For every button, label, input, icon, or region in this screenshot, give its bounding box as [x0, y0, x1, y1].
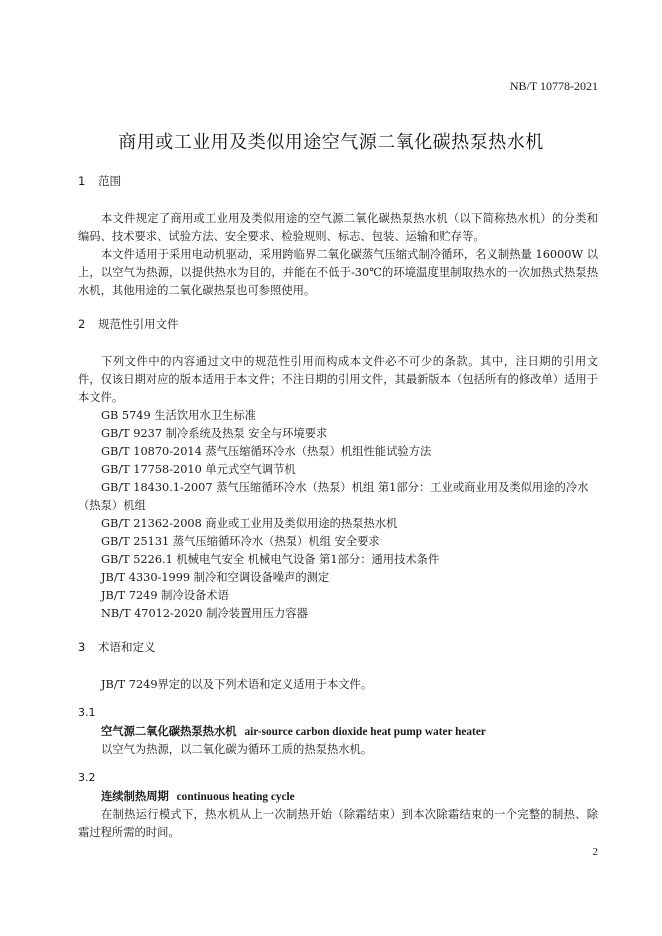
section-2-title: 规范性引用文件 — [98, 317, 179, 331]
terms-intro: JB/T 7249界定的以及下列术语和定义适用于本文件。 — [101, 678, 373, 691]
section-1-heading — [78, 172, 598, 190]
reference-item: GB/T 25131 蒸气压缩循环冷水（热泵）机组 安全要求 — [101, 535, 380, 548]
term-3-2-english: continuous heating cycle — [176, 791, 295, 803]
term-3-1-title — [78, 722, 598, 741]
reference-item: GB/T 18430.1-2007 蒸气压缩循环冷水（热泵）机组 第1部分：工业或商业用及类似用途的冷水（热泵）机组 — [78, 481, 589, 512]
reference-item: JB/T 4330-1999 制冷和空调设备噪声的测定 — [101, 571, 330, 584]
term-3-1-english: air-source carbon dioxide heat pump water heater — [244, 726, 486, 738]
term-3-2-definition: 在制热运行模式下，热水机从上一次制热开始（除霜结束）到本次除霜结束的一个完整的制热、除霜过程所需的时间。 — [78, 808, 598, 839]
section-3-heading — [78, 638, 598, 656]
term-3-2-title — [78, 787, 598, 806]
term-3-1-definition: 以空气为热源，以二氧化碳为循环工质的热泵热水机。 — [101, 743, 373, 756]
section-3-number: 3 — [78, 640, 86, 654]
reference-item: GB/T 10870-2014 蒸气压缩循环冷水（热泵）机组性能试验方法 — [101, 445, 432, 458]
section-3-title: 术语和定义 — [98, 640, 156, 654]
document-title: 商用或工业用及类似用途空气源二氧化碳热泵热水机 — [118, 132, 544, 153]
reference-item: JB/T 7249 制冷设备术语 — [101, 589, 229, 602]
reference-item: GB/T 21362-2008 商业或工业用及类似用途的热泵热水机 — [101, 517, 398, 530]
reference-item: NB/T 47012-2020 制冷装置用压力容器 — [101, 607, 308, 620]
section-1-title: 范围 — [98, 174, 121, 188]
section-2-heading — [78, 315, 598, 333]
doc-code: NB/T 10778-2021 — [509, 79, 598, 93]
reference-item: GB/T 9237 制冷系统及热泵 安全与环境要求 — [101, 427, 328, 440]
section-1-number: 1 — [78, 174, 86, 188]
page-number: 2 — [592, 846, 598, 858]
document-body — [78, 172, 598, 842]
term-3-2-chinese: 连续制热周期 — [101, 790, 169, 803]
scope-paragraph-1: 本文件规定了商用或工业用及类似用途的空气源二氧化碳热泵热水机（以下简称热水机）的分类和编码、技术要求、试验方法、安全要求、检验规则、标志、包装、运输和贮存等。 — [78, 212, 598, 243]
reference-item: GB/T 17758-2010 单元式空气调节机 — [101, 463, 296, 476]
term-3-1-number: 3.1 — [78, 706, 96, 719]
reference-item: GB/T 5226.1 机械电气安全 机械电气设备 第1部分：通用技术条件 — [101, 553, 440, 566]
term-3-2-number: 3.2 — [78, 771, 96, 784]
reference-item: GB 5749 生活饮用水卫生标准 — [101, 409, 256, 422]
references-intro: 下列文件中的内容通过文中的规范性引用而构成本文件必不可少的条款。其中，注日期的引用文件，仅该日期对应的版本适用于本文件；不注日期的引用文件，其最新版本（包括所有的修改单）适用于本文件。 — [78, 355, 598, 404]
term-3-1-chinese: 空气源二氧化碳热泵热水机 — [101, 725, 237, 738]
section-2-number: 2 — [78, 317, 86, 331]
scope-paragraph-2: 本文件适用于采用电动机驱动，采用跨临界二氧化碳蒸气压缩式制冷循环，名义制热量 16000W 以上，以空气为热源，以提供热水为目的，并能在不低于-30℃的环境温度里制取热水的一次加热式热泵热水机，其他用途的二氧化碳热泵也可参照使用。 — [78, 248, 598, 297]
